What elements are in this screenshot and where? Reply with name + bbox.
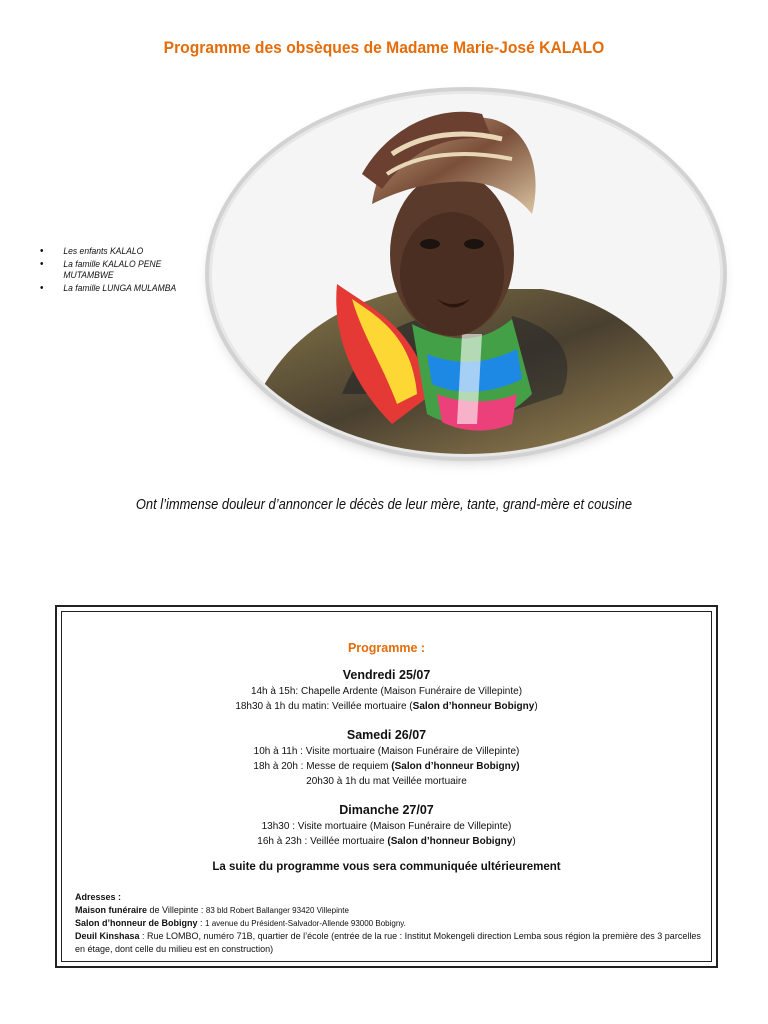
address-kinshasa: Deuil Kinshasa : Rue LOMBO, numéro 71B, quartier de l’école (entrée de la rue : Institut Mokengeli direction Lemba sous région la première des 3 parcelles en étage, dont celle du milieu est en construction) — [75, 931, 701, 954]
family-item: • La famille KALALO PENE MUTAMBWE — [40, 259, 193, 281]
schedule-item: 10h à 11h : Visite mortuaire (Maison Funéraire de Villepinte) — [253, 746, 520, 757]
schedule-item: 20h30 à 1h du mat Veillée mortuaire — [306, 776, 467, 787]
schedule-item: 16h à 23h : Veillée mortuaire (Salon d’honneur Bobigny) — [257, 836, 516, 847]
family-item: • La famille LUNGA MULAMBA — [40, 283, 193, 294]
addresses-block — [75, 891, 705, 956]
schedule-item: 13h30 : Visite mortuaire (Maison Funéraire de Villepinte) — [261, 821, 512, 832]
day-friday — [62, 666, 711, 714]
day-name: Samedi 26/07 — [346, 728, 427, 742]
program-suite-note: La suite du programme vous sera communiquée ultérieurement — [212, 861, 561, 873]
day-name: Dimanche 27/07 — [339, 803, 434, 817]
day-saturday — [62, 726, 711, 789]
program-box — [55, 605, 718, 968]
announcement-text: Ont l’immense douleur d’annoncer le décès de leur mère, tante, grand-mère et cousine — [135, 496, 633, 513]
address-salon: Salon d’honneur de Bobigny : 1 avenue du Président-Salvador-Allende 93000 Bobigny. — [75, 918, 406, 928]
day-name: Vendredi 25/07 — [342, 668, 431, 682]
program-heading: Programme : — [347, 641, 426, 655]
schedule-item: 18h30 à 1h du matin: Veillée mortuaire (Salon d’honneur Bobigny) — [235, 701, 538, 712]
day-sunday — [62, 801, 711, 849]
program-inner-border — [61, 611, 712, 962]
schedule-item: 18h à 20h : Messe de requiem (Salon d’honneur Bobigny) — [253, 761, 520, 772]
family-item: • Les enfants KALALO — [40, 246, 193, 257]
page-title: Programme des obsèques de Madame Marie-José KALALO — [163, 38, 605, 57]
addresses-heading: Adresses : — [75, 892, 122, 902]
families-list — [40, 246, 193, 296]
address-funeraire: Maison funéraire de Villepinte : 83 bld Robert Ballanger 93420 Villepinte — [75, 905, 349, 915]
schedule-item: 14h à 15h: Chapelle Ardente (Maison Funéraire de Villepinte) — [250, 686, 523, 697]
portrait-photo — [212, 94, 720, 454]
